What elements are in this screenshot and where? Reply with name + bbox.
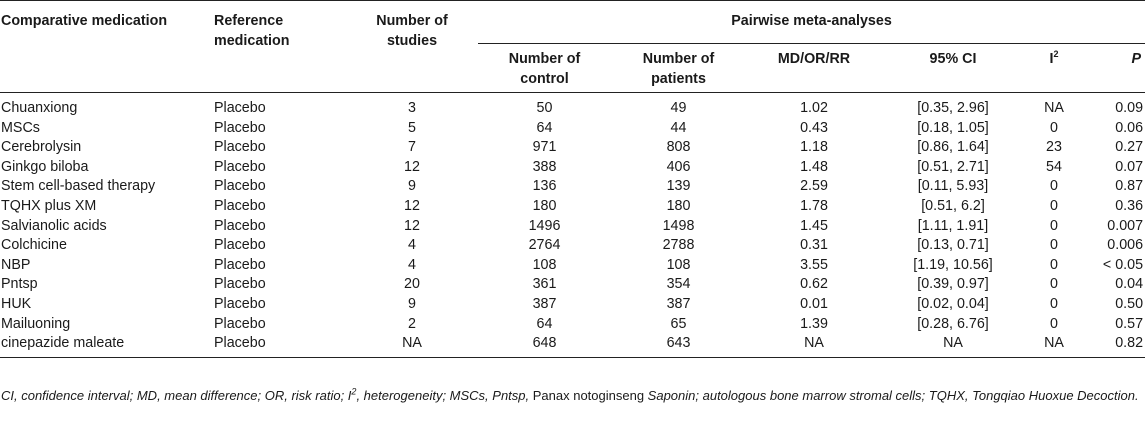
cell-studies: NA	[346, 334, 478, 357]
cell-reference: Placebo	[214, 295, 266, 312]
header-i2-label: I	[1049, 51, 1054, 67]
cell-reference: Placebo	[214, 100, 266, 116]
cell-ci: [0.11, 5.93]	[917, 178, 989, 195]
table-row	[0, 256, 1145, 276]
table-body	[0, 93, 1145, 358]
cell-p: 0.09	[1115, 100, 1144, 116]
table-row	[0, 334, 1145, 357]
cell-i2: 0	[1050, 276, 1058, 293]
cell-patients: 139	[666, 178, 691, 195]
cell-md: 0.43	[800, 119, 828, 136]
cell-comparative: NBP	[1, 256, 31, 273]
cell-p: 0.006	[1107, 237, 1144, 254]
cell-md: 3.55	[800, 256, 828, 273]
footnote-part3: Saponin	[644, 388, 696, 403]
cell-comparative: Cerebrolysin	[1, 139, 82, 156]
header-row-1	[0, 1, 1145, 44]
header-p: P	[1131, 51, 1142, 67]
cell-ci: [0.35, 2.96]	[917, 100, 989, 116]
cell-i2: 0	[1050, 237, 1058, 254]
cell-i2: 0	[1050, 119, 1058, 136]
cell-i2: 0	[1050, 295, 1058, 312]
cell-studies: 5	[408, 119, 416, 136]
cell-p: 0.04	[1115, 276, 1144, 293]
cell-comparative: cinepazide maleate	[0, 334, 213, 357]
cell-i2: 54	[1046, 158, 1062, 175]
cell-studies: 4	[408, 237, 416, 254]
header-95-ci: 95% CI	[929, 51, 977, 67]
cell-ci: [0.51, 2.71]	[917, 158, 989, 175]
cell-comparative: Ginkgo biloba	[1, 158, 89, 175]
cell-ci: NA	[882, 334, 1024, 357]
cell-studies: 2	[408, 315, 416, 332]
cell-md: 0.31	[800, 237, 828, 254]
cell-patients: 180	[666, 197, 691, 214]
cell-comparative: HUK	[1, 295, 32, 312]
table-row	[0, 315, 1145, 335]
cell-ci: [0.86, 1.64]	[917, 139, 989, 156]
cell-studies: 12	[404, 197, 420, 214]
table-row	[0, 275, 1145, 295]
cell-studies: 9	[408, 178, 416, 195]
cell-control: 180	[532, 197, 557, 214]
cell-studies: 3	[408, 100, 416, 116]
cell-p: 0.82	[1084, 334, 1145, 357]
cell-patients: 49	[670, 100, 687, 116]
cell-md: 1.45	[800, 217, 828, 234]
cell-comparative: Colchicine	[1, 237, 67, 254]
cell-p: 0.27	[1115, 139, 1144, 156]
cell-i2: 0	[1050, 178, 1058, 195]
cell-comparative: MSCs	[1, 119, 40, 136]
cell-i2: 0	[1050, 217, 1058, 234]
cell-control: 648	[478, 334, 611, 357]
cell-i2: 0	[1050, 315, 1058, 332]
table-row	[0, 177, 1145, 197]
header-md-or-rr: MD/OR/RR	[777, 51, 851, 67]
cell-comparative: Mailuoning	[1, 315, 71, 332]
cell-patients: 808	[666, 139, 691, 156]
cell-ci: [0.28, 6.76]	[917, 315, 989, 332]
cell-reference: Placebo	[213, 334, 346, 357]
cell-control: 64	[536, 119, 553, 136]
cell-studies: 7	[408, 139, 416, 156]
cell-control: 108	[532, 256, 557, 273]
cell-comparative: TQHX plus XM	[1, 197, 97, 214]
cell-p: 0.87	[1115, 178, 1144, 195]
cell-reference: Placebo	[214, 197, 266, 214]
cell-reference: Placebo	[214, 139, 266, 156]
cell-patients: 1498	[662, 217, 695, 234]
cell-patients: 108	[666, 256, 691, 273]
cell-control: 971	[532, 139, 557, 156]
cell-comparative: Pntsp	[1, 276, 38, 293]
header-number-of-patients: Number of patients	[642, 51, 715, 87]
cell-studies: 9	[408, 295, 416, 312]
table-row	[0, 138, 1145, 158]
cell-md: 1.48	[800, 158, 828, 175]
cell-ci: [0.13, 0.71]	[917, 237, 989, 254]
cell-i2: 0	[1050, 197, 1058, 214]
cell-p: 0.50	[1115, 295, 1144, 312]
footnote-part2: , heterogeneity; MSCs, Pntsp,	[356, 388, 533, 403]
header-comparative-medication: Comparative medication	[1, 13, 168, 29]
cell-studies: 12	[404, 158, 420, 175]
cell-control: 2764	[528, 237, 561, 254]
cell-md: 2.59	[800, 178, 828, 195]
table-footnote	[1, 386, 1141, 405]
cell-control: 50	[536, 100, 553, 116]
cell-control: 136	[532, 178, 557, 195]
cell-patients: 65	[670, 315, 687, 332]
cell-reference: Placebo	[214, 315, 266, 332]
cell-ci: [0.51, 6.2]	[921, 197, 985, 214]
header-pairwise-meta-analyses: Pairwise meta-analyses	[478, 1, 1145, 44]
cell-reference: Placebo	[214, 217, 266, 234]
cell-i2: NA	[1024, 334, 1084, 357]
cell-ci: [0.02, 0.04]	[917, 295, 989, 312]
cell-patients: 643	[611, 334, 746, 357]
table-row	[0, 217, 1145, 237]
header-i2	[1024, 44, 1084, 93]
cell-reference: Placebo	[214, 119, 266, 136]
header-number-of-control: Number of control	[508, 51, 581, 87]
cell-reference: Placebo	[214, 256, 266, 273]
cell-ci: [0.39, 0.97]	[917, 276, 989, 293]
cell-control: 64	[536, 315, 553, 332]
table-row	[0, 197, 1145, 217]
table-row	[0, 295, 1145, 315]
cell-md: 0.01	[800, 295, 828, 312]
cell-control: 388	[532, 158, 557, 175]
cell-reference: Placebo	[214, 276, 266, 293]
header-i2-sup: 2	[1053, 49, 1059, 60]
header-reference-medication: Reference medication	[214, 13, 290, 49]
cell-control: 387	[532, 295, 557, 312]
table-row	[0, 236, 1145, 256]
cell-p: 0.57	[1115, 315, 1144, 332]
table-row	[0, 93, 1145, 119]
cell-studies: 4	[408, 256, 416, 273]
cell-md: NA	[746, 334, 882, 357]
cell-comparative: Chuanxiong	[1, 100, 78, 116]
cell-md: 1.18	[800, 139, 828, 156]
cell-reference: Placebo	[214, 178, 266, 195]
cell-ci: [1.19, 10.56]	[913, 256, 993, 273]
cell-patients: 406	[666, 158, 691, 175]
cell-reference: Placebo	[214, 237, 266, 254]
cell-p: 0.007	[1107, 217, 1144, 234]
cell-md: 1.78	[800, 197, 828, 214]
cell-md: 1.39	[800, 315, 828, 332]
footnote-sup: 2	[351, 386, 357, 397]
cell-ci: [0.18, 1.05]	[917, 119, 989, 136]
cell-control: 1496	[528, 217, 561, 234]
cell-studies: 12	[404, 217, 420, 234]
cell-comparative: Stem cell-based therapy	[1, 178, 156, 195]
cell-patients: 44	[670, 119, 687, 136]
footnote-part4: ; autologous bone marrow stromal cells; TQHX, Tongqiao Huoxue Decoction.	[695, 388, 1139, 403]
cell-patients: 2788	[662, 237, 695, 254]
cell-control: 361	[532, 276, 557, 293]
cell-patients: 387	[666, 295, 691, 312]
table-row	[0, 158, 1145, 178]
cell-p: 0.36	[1115, 197, 1144, 214]
cell-i2: 23	[1046, 139, 1062, 156]
cell-p: 0.06	[1115, 119, 1144, 136]
footnote-part1: CI, confidence interval; MD, mean difference; OR, risk ratio; I	[1, 388, 352, 403]
cell-md: 1.02	[800, 100, 828, 116]
table-row	[0, 119, 1145, 139]
cell-p: < 0.05	[1102, 256, 1144, 273]
cell-patients: 354	[666, 276, 691, 293]
cell-i2: NA	[1044, 100, 1064, 116]
cell-ci: [1.11, 1.91]	[917, 217, 989, 234]
header-number-of-studies: Number of studies	[376, 13, 448, 49]
cell-i2: 0	[1050, 256, 1058, 273]
cell-reference: Placebo	[214, 158, 266, 175]
footnote-upright: Panax notoginseng	[532, 388, 645, 403]
cell-md: 0.62	[800, 276, 828, 293]
cell-comparative: Salvianolic acids	[1, 217, 107, 234]
cell-p: 0.07	[1115, 158, 1144, 175]
cell-studies: 20	[404, 276, 420, 293]
